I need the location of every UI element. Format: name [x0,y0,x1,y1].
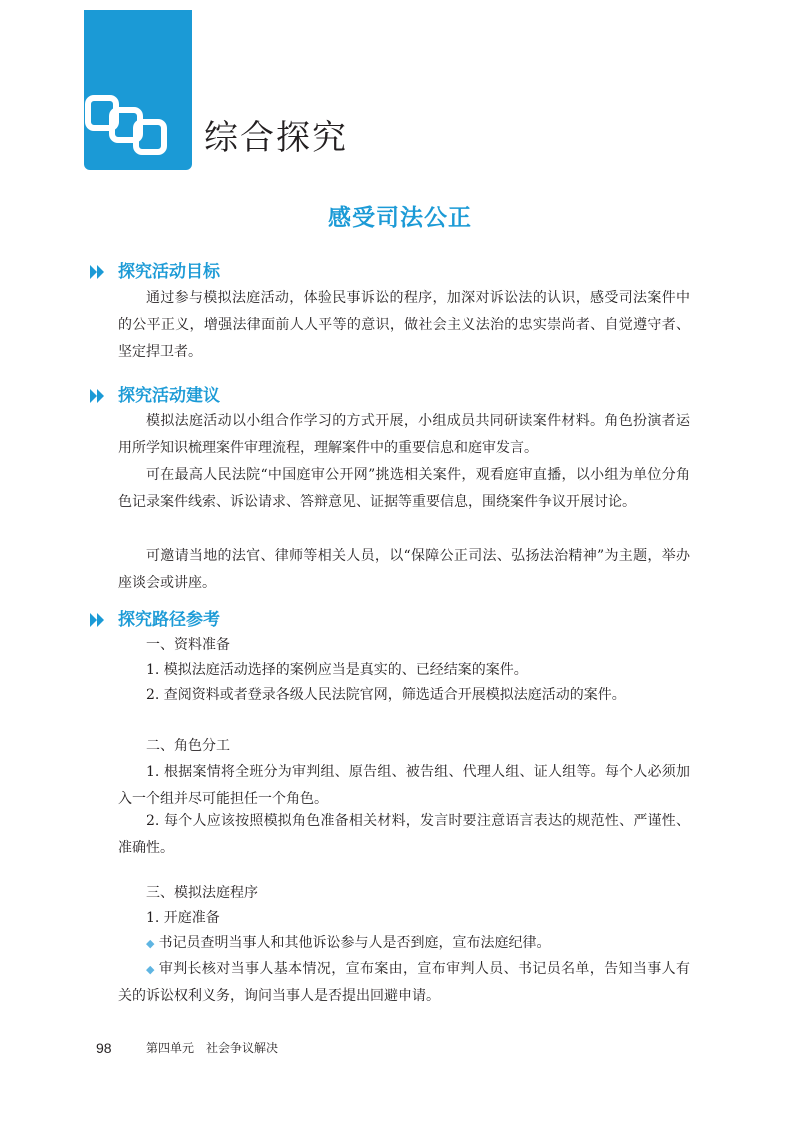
suggestion-paragraph-2: 可在最高人民法院“中国庭审公开网”挑选相关案件，观看庭审直播，以小组为单位分角色记录案件线索、诉讼请求、答辩意见、证据等重要信息，围绕案件争议开展讨论。 [118,467,690,510]
linked-squares-icon [85,92,169,158]
section-heading-text: 探究路径参考 [118,610,220,630]
section-heading-path [90,606,220,634]
part1-title: 一、资料准备 [146,637,230,653]
double-arrow-icon [90,265,106,279]
part3-bullet-1 [118,930,690,957]
bullet-text: 审判长核对当事人基本情况，宣布案由，宣布审判人员、书记员名单，告知当事人有关的诉讼权利义务，询问当事人是否提出回避申请。 [118,961,690,1004]
section-heading-text: 探究活动建议 [118,386,220,406]
part2-item-2: 2. 每个人应该按照模拟角色准备相关材料，发言时要注意语言表达的规范性、严谨性、准确性。 [118,813,690,856]
goal-paragraph: 通过参与模拟法庭活动，体验民事诉讼的程序，加深对诉讼法的认识，感受司法案件中的公平正义，增强法律面前人人平等的意识，做社会主义法治的忠实崇尚者、自觉遵守者、坚定捍卫者。 [118,290,690,360]
diamond-bullet-icon: ◆ [146,937,155,950]
double-arrow-icon [90,613,106,627]
section-heading-goal [90,258,220,286]
footer-unit-label: 第四单元 社会争议解决 [146,1041,279,1055]
section-heading-suggestion [90,382,220,410]
bullet-text: 书记员查明当事人和其他诉讼参与人是否到庭，宣布法庭纪律。 [158,935,551,951]
part3-title: 三、模拟法庭程序 [146,885,258,901]
section-heading-text: 探究活动目标 [118,262,220,282]
part2-title: 二、角色分工 [146,738,230,754]
part1-item-1: 1. 模拟法庭活动选择的案例应当是真实的、已经结案的案件。 [146,662,528,678]
part2-item-1: 1. 根据案情将全班分为审判组、原告组、被告组、代理人组、证人组等。每个人必须加入一个组并尽可能担任一个角色。 [118,764,690,807]
part3-bullet-2 [118,956,690,1010]
suggestion-paragraph-1: 模拟法庭活动以小组合作学习的方式开展，小组成员共同研读案件材料。角色扮演者运用所学知识梳理案件审理流程，理解案件中的重要信息和庭审发言。 [118,413,690,456]
double-arrow-icon [90,389,106,403]
suggestion-paragraph-3: 可邀请当地的法官、律师等相关人员，以“保障公正司法、弘扬法治精神”为主题，举办座谈会或讲座。 [118,548,690,591]
page-header-title: 综合探究 [204,118,348,158]
part3-subtitle: 1. 开庭准备 [146,910,220,926]
part1-item-2: 2. 查阅资料或者登录各级人民法院官网，筛选适合开展模拟法庭活动的案件。 [146,687,626,703]
diamond-bullet-icon: ◆ [146,963,155,976]
page-number: 98 [96,1040,112,1056]
page-title: 感受司法公正 [328,205,472,231]
